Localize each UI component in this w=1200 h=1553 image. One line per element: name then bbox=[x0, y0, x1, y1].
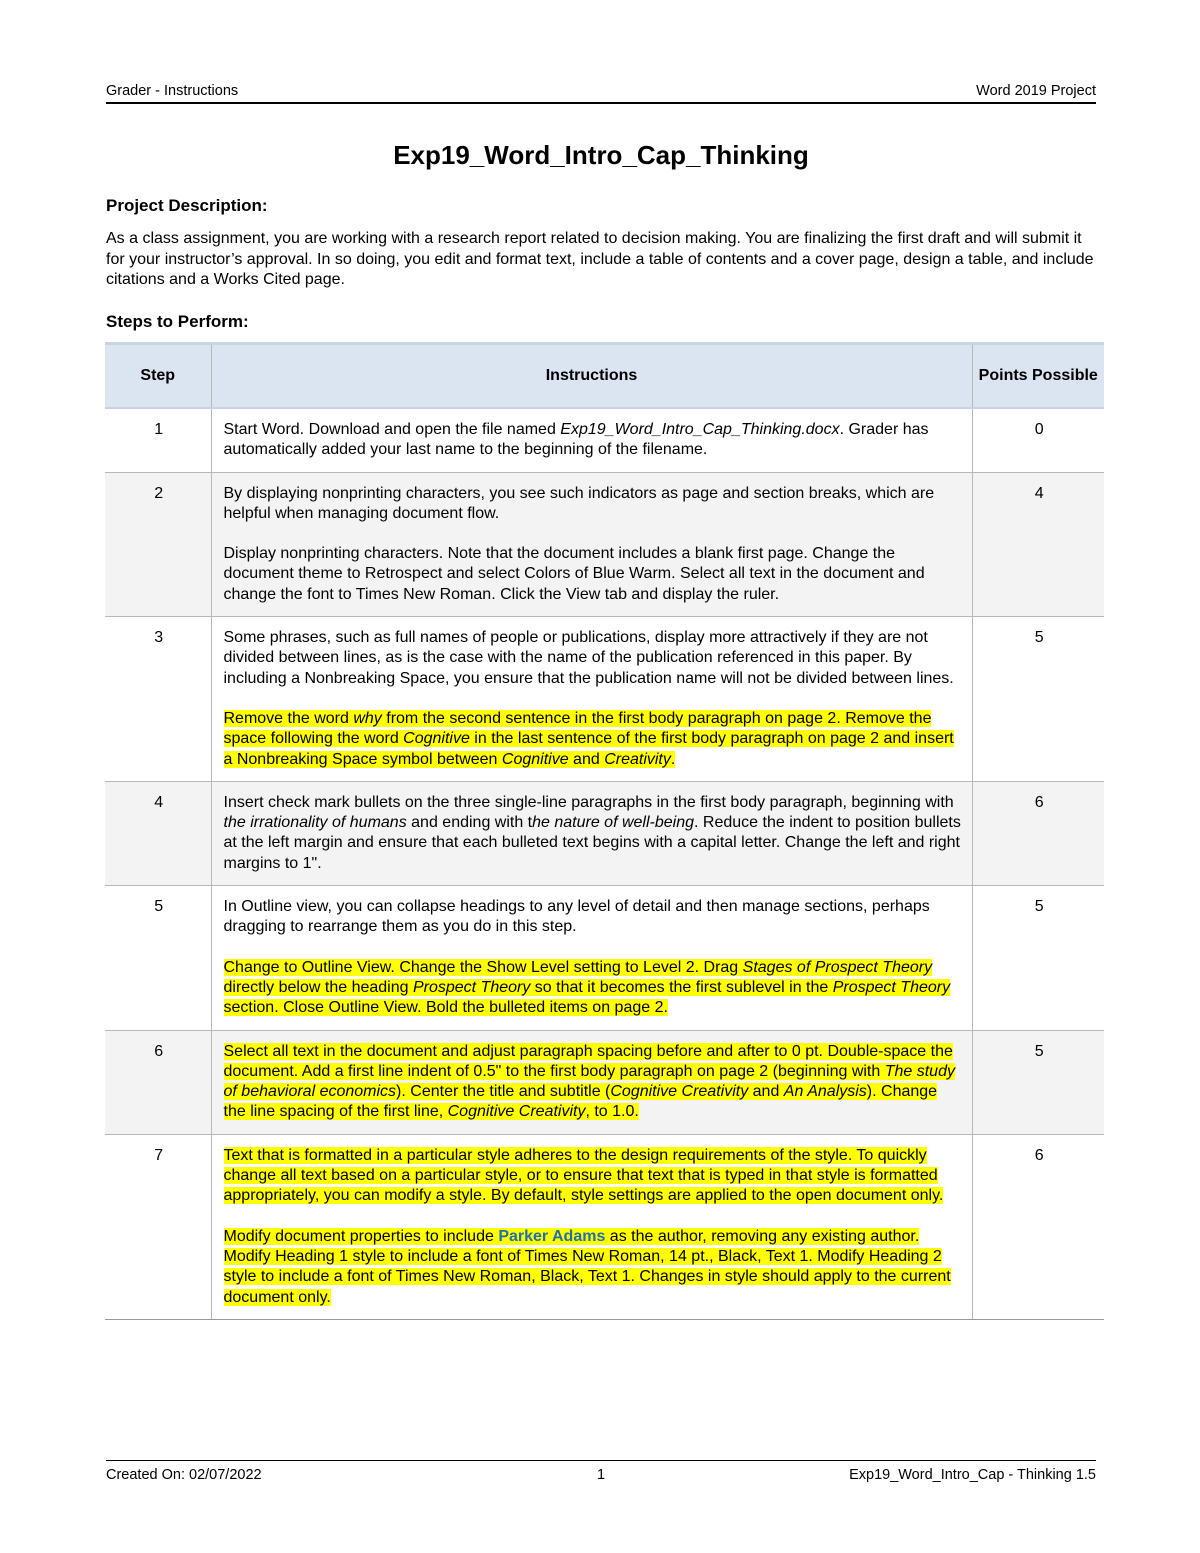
step-points: 6 bbox=[972, 1134, 1104, 1319]
step-number: 4 bbox=[105, 781, 211, 885]
page-header bbox=[106, 83, 1096, 104]
table-row bbox=[105, 781, 1104, 885]
step-instructions bbox=[211, 617, 972, 782]
instruction-intro-paragraph-highlighted: Text that is formatted in a particular style adheres to the design requirements of the style. To quickly change all text based on a particular style, or to ensure that text that is typed in that style is formatted appropriately, you can modify a style. By default, style settings are applied to the open document only. bbox=[223, 1146, 944, 1205]
step-instructions bbox=[211, 472, 972, 616]
step-number: 3 bbox=[105, 617, 211, 782]
steps-table bbox=[105, 342, 1104, 1320]
steps-heading: Steps to Perform: bbox=[106, 312, 249, 331]
table-row bbox=[105, 617, 1104, 782]
instruction-task-paragraph-highlighted: Remove the word why from the second sentence in the first body paragraph on page 2. Remove the space following the word Cognitive in the last sentence of the first body paragraph on page 2 and insert a Nonbreaking Space symbol between Cognitive and Creativity. bbox=[223, 709, 954, 768]
table-row bbox=[105, 1030, 1104, 1134]
step-instructions bbox=[211, 408, 972, 472]
table-row bbox=[105, 886, 1104, 1030]
instruction-intro-paragraph: Some phrases, such as full names of people or publications, display more attractively if they are not divided between lines, as is the case with the name of the publication referenced in this paper. By including a Nonbreaking Space, you ensure that the publication name will not be divided between lines. bbox=[223, 629, 954, 687]
instruction-task-paragraph-highlighted: Select all text in the document and adjust paragraph spacing before and after to 0 pt. Double-space the document. Add a first line indent of 0.5" to the first body paragraph on page 2 (beginning with The study of behavioral economics). Center the title and subtitle (Cognitive Creativity and An Analysis). Change the line spacing of the first line, Cognitive Creativity, to 1.0. bbox=[223, 1042, 955, 1121]
instruction-task-paragraph-highlighted: Change to Outline View. Change the Show Level setting to Level 2. Drag Stages of Prospect Theory directly below the heading Prospect Theory so that it becomes the first sublevel in the Prospect Theory section. Close Outline View. Bold the bulleted items on page 2. bbox=[223, 958, 951, 1017]
step-points: 5 bbox=[972, 1030, 1104, 1134]
step-instructions bbox=[211, 1134, 972, 1319]
step-number: 5 bbox=[105, 886, 211, 1030]
instruction-paragraph: Insert check mark bullets on the three single-line paragraphs in the first body paragraph, beginning with the irrationality of humans and ending with the nature of well-being. Reduce the indent to position bullets at the left margin and ensure that each bulleted text begins with a capital letter. Change the left and right margins to 1". bbox=[223, 793, 961, 872]
header-instructions: Instructions bbox=[211, 344, 972, 409]
header-left-text: Grader - Instructions bbox=[106, 83, 239, 99]
header-right-text: Word 2019 Project bbox=[976, 83, 1096, 99]
step-number: 2 bbox=[105, 472, 211, 616]
step-points: 0 bbox=[972, 408, 1104, 472]
step-instructions bbox=[211, 886, 972, 1030]
instruction-task-paragraph: Display nonprinting characters. Note that the document includes a blank first page. Change the document theme to Retrospect and select Colors of Blue Warm. Select all text in the document and change the font to Times New Roman. Click the View tab and display the ruler. bbox=[223, 545, 925, 603]
instruction-task-paragraph-highlighted: Modify document properties to include Parker Adams as the author, removing any existing author. Modify Heading 1 style to include a font of Times New Roman, 14 pt., Black, Text 1. Modify Heading 2 style to include a font of Times New Roman, Black, Text 1. Changes in style should apply to the current document only. bbox=[223, 1227, 951, 1306]
table-row bbox=[105, 472, 1104, 616]
project-description-text: As a class assignment, you are working with a research report related to decision making. You are finalizing the first draft and will submit it for your instructor’s approval. In so doing, you edit and format text, include a table of contents and a cover page, design a table, and include citations and a Works Cited page. bbox=[106, 230, 1094, 288]
footer-page-number: 1 bbox=[596, 1467, 606, 1483]
step-number: 7 bbox=[105, 1134, 211, 1319]
instruction-intro-paragraph: By displaying nonprinting characters, you see such indicators as page and section breaks, which are helpful when managing document flow. bbox=[223, 484, 935, 522]
page-footer bbox=[106, 1460, 1096, 1483]
footer-document-id: Exp19_Word_Intro_Cap - Thinking 1.5 bbox=[849, 1467, 1096, 1483]
header-step: Step bbox=[105, 344, 211, 409]
step-points: 5 bbox=[972, 886, 1104, 1030]
footer-created-on: Created On: 02/07/2022 bbox=[106, 1467, 262, 1483]
project-description-heading: Project Description: bbox=[106, 196, 268, 215]
step-points: 5 bbox=[972, 617, 1104, 782]
step-instructions bbox=[211, 1030, 972, 1134]
step-number: 6 bbox=[105, 1030, 211, 1134]
header-points-possible: Points Possible bbox=[972, 344, 1104, 409]
author-name: Parker Adams bbox=[498, 1227, 606, 1245]
step-number: 1 bbox=[105, 408, 211, 472]
instruction-intro-paragraph: In Outline view, you can collapse headings to any level of detail and then manage sections, perhaps dragging to rearrange them as you do in this step. bbox=[223, 898, 930, 936]
table-header-row bbox=[105, 344, 1104, 409]
instruction-paragraph: Start Word. Download and open the file named Exp19_Word_Intro_Cap_Thinking.docx. Grader has automatically added your last name to the beginning of the filename. bbox=[223, 421, 929, 459]
document-title: Exp19_Word_Intro_Cap_Thinking bbox=[393, 140, 809, 170]
table-row bbox=[105, 1134, 1104, 1319]
step-instructions bbox=[211, 781, 972, 885]
table-row bbox=[105, 408, 1104, 472]
step-points: 6 bbox=[972, 781, 1104, 885]
step-points: 4 bbox=[972, 472, 1104, 616]
